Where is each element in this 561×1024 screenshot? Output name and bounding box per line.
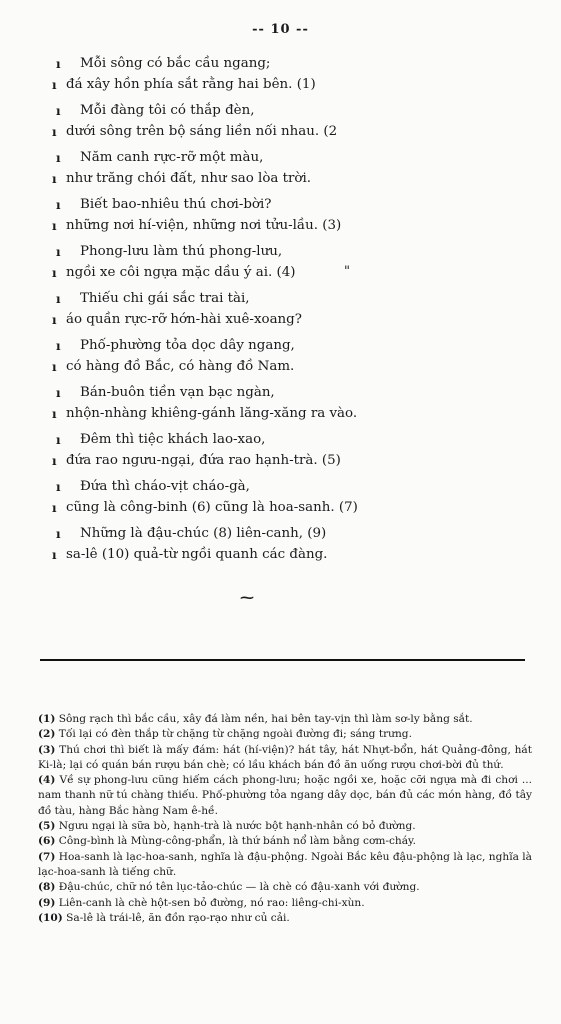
verse-line-eight	[52, 545, 532, 566]
verse-text: cũng là công-binh (6) cũng là hoa-sanh. (7)	[66, 499, 358, 515]
verse-line-eight	[52, 75, 532, 96]
verse-margin-mark: ı	[52, 124, 57, 139]
footnote-number: (8)	[38, 881, 56, 894]
footnotes	[30, 712, 532, 926]
verse-line-six	[52, 54, 532, 75]
footnote-text: Đậu-chúc, chữ nó tên lục-tảo-chúc — là chè có đậu-xanh với đường.	[58, 881, 420, 894]
ornament: ⁓	[240, 590, 254, 606]
verse-margin-mark: ı	[52, 171, 57, 186]
poem	[52, 54, 532, 571]
verse-margin-mark: ı	[56, 57, 61, 71]
verse-margin-mark: ı	[52, 312, 57, 327]
verse-text: dưới sông trên bộ sáng liền nối nhau. (2	[66, 123, 338, 139]
verse-margin-mark: ı	[56, 292, 61, 306]
side-mark: "	[344, 264, 350, 279]
verse-text: Phố-phường tỏa dọc dây ngang,	[80, 338, 295, 353]
verse-line-eight	[52, 263, 532, 284]
verse-line-six	[52, 101, 532, 122]
verse-line-eight	[52, 169, 532, 190]
footnote-number: (6)	[38, 835, 56, 848]
verse-line-eight	[52, 498, 532, 519]
footnote-text: Sa-lê là trái-lê, ăn đồn rạo-rạo như củ cải.	[66, 911, 290, 924]
verse-margin-mark: ı	[52, 218, 57, 233]
footnote	[30, 712, 532, 727]
footnote-text: Liên-canh là chè hột-sen bỏ đường, nó rao: liêng-chi-xùn.	[58, 896, 365, 909]
verse-text: đứa rao ngưu-ngại, đứa rao hạnh-trà. (5)	[66, 452, 341, 468]
footnote-number: (4)	[38, 774, 56, 787]
verse-text: ngồi xe côi ngựa mặc dầu ý ai. (4)	[66, 264, 296, 280]
stanza	[52, 383, 532, 424]
stanza	[52, 195, 532, 236]
verse-line-six	[52, 289, 532, 310]
verse-text: nhộn-nhàng khiêng-gánh lăng-xăng ra vào.	[66, 405, 358, 421]
verse-text: như trăng chói đất, như sao lòa trời.	[66, 170, 312, 186]
footnote	[30, 896, 532, 911]
footnote-number: (3)	[38, 743, 56, 756]
footnote-text: Về sự phong-lưu cũng hiếm cách phong-lưu; hoặc ngồi xe, hoặc cỡi ngựa mà đi chơi ... nam thanh nữ tú chàng thiếu. Phố-phường tỏa ngang dây dọc, bán đủ các món hàng, đồ tây đồ tàu, hàng Bắc hàng Nam ê-hề.	[38, 774, 532, 817]
footnote-text: Công-bình là Mùng-công-phẩn, là thứ bánh nổ làm bằng cơm-cháy.	[58, 835, 416, 848]
page-number: -- 10 --	[252, 22, 309, 37]
verse-line-six	[52, 383, 532, 404]
verse-margin-mark: ı	[52, 453, 57, 468]
footnote	[30, 880, 532, 895]
verse-margin-mark: ı	[52, 265, 57, 280]
footnote	[30, 743, 532, 774]
verse-line-eight	[52, 310, 532, 331]
verse-line-six	[52, 336, 532, 357]
verse-line-six	[52, 195, 532, 216]
verse-margin-mark: ı	[56, 245, 61, 259]
footnote-text: Ngưu ngại là sữa bò, hạnh-trà là nước bột hạnh-nhân có bỏ đường.	[58, 820, 416, 833]
verse-text: Mỗi đàng tôi có thắp đèn,	[80, 103, 255, 118]
verse-text: Đứa thì cháo-vịt cháo-gà,	[80, 479, 250, 494]
footnote-number: (10)	[38, 911, 63, 924]
footnote-number: (1)	[38, 713, 56, 725]
verse-text: sa-lê (10) quả-từ ngồi quanh các đàng.	[66, 546, 328, 562]
verse-margin-mark: ı	[56, 527, 61, 541]
stanza	[52, 430, 532, 471]
stanza	[52, 148, 532, 189]
footnote	[30, 819, 532, 834]
verse-line-six	[52, 477, 532, 498]
stanza	[52, 242, 532, 283]
footnote-text: Hoa-sanh là lạc-hoa-sanh, nghĩa là đậu-phộng. Ngoài Bắc kêu đậu-phộng là lạc, nghĩa là lạc-hoa-sanh là tiếng chữ.	[38, 850, 532, 878]
verse-text: có hàng đồ Bắc, có hàng đồ Nam.	[66, 358, 295, 374]
verse-line-eight	[52, 357, 532, 378]
verse-text: Bán-buôn tiền vạn bạc ngàn,	[80, 385, 275, 400]
stanza	[52, 289, 532, 330]
verse-margin-mark: ı	[56, 339, 61, 353]
stanza	[52, 336, 532, 377]
verse-text: áo quần rực-rỡ hớn-hài xuê-xoang?	[66, 311, 302, 327]
verse-line-six	[52, 430, 532, 451]
verse-text: Phong-lưu làm thú phong-lưu,	[80, 244, 283, 259]
verse-margin-mark: ı	[56, 433, 61, 447]
verse-margin-mark: ı	[52, 500, 57, 515]
verse-text: Những là đậu-chúc (8) liên-canh, (9)	[80, 526, 327, 541]
verse-margin-mark: ı	[52, 359, 57, 374]
verse-text: Thiếu chi gái sắc trai tài,	[80, 291, 250, 306]
verse-text: đá xây hồn phía sắt rằng hai bên. (1)	[66, 76, 316, 92]
verse-line-eight	[52, 404, 532, 425]
footnote-number: (7)	[38, 850, 56, 863]
footnote-text: Thú chơi thì biết là mấy đám: hát (hí-viện)? hát tây, hát Nhựt-bổn, hát Quảng-đông, hát Ki-là; lại có quán bán rượu bán chè; có lầu khách bán đồ ăn uống rượu chơi-bời đủ thứ.	[38, 743, 532, 771]
verse-margin-mark: ı	[52, 547, 57, 562]
verse-line-six	[52, 148, 532, 169]
verse-line-eight	[52, 122, 532, 143]
verse-margin-mark: ı	[56, 151, 61, 165]
footnote-number: (9)	[38, 896, 56, 909]
stanza	[52, 101, 532, 142]
stanza	[52, 477, 532, 518]
verse-margin-mark: ı	[56, 386, 61, 400]
footnote-divider	[40, 659, 525, 661]
footnote-text: Sông rạch thì bắc cầu, xây đá làm nền, hai bên tay-vịn thì làm sơ-ly bằng sắt.	[58, 713, 473, 725]
footnote	[30, 911, 532, 926]
verse-margin-mark: ı	[56, 480, 61, 494]
footnote	[30, 834, 532, 849]
verse-line-eight	[52, 216, 532, 237]
verse-line-six	[52, 242, 532, 263]
footnote-number: (2)	[38, 728, 56, 741]
verse-line-eight	[52, 451, 532, 472]
verse-text: Mỗi sông có bắc cầu ngang;	[80, 56, 271, 71]
stanza	[52, 54, 532, 95]
verse-text: Năm canh rực-rỡ một màu,	[80, 150, 264, 165]
footnote	[30, 773, 532, 819]
stanza	[52, 524, 532, 565]
verse-margin-mark: ı	[52, 406, 57, 421]
verse-text: những nơi hí-viện, những nơi tửu-lầu. (3)	[66, 217, 342, 233]
footnote-text: Tối lại có đèn thắp từ chặng từ chặng ngoài đường đi; sáng trưng.	[58, 728, 412, 741]
footnote-number: (5)	[38, 820, 56, 833]
footnote	[30, 850, 532, 881]
verse-line-six	[52, 524, 532, 545]
verse-margin-mark: ı	[52, 77, 57, 92]
verse-margin-mark: ı	[56, 104, 61, 118]
verse-text: Đêm thì tiệc khách lao-xao,	[80, 432, 266, 447]
verse-margin-mark: ı	[56, 198, 61, 212]
verse-text: Biết bao-nhiêu thú chơi-bời?	[80, 197, 272, 212]
footnote	[30, 727, 532, 742]
